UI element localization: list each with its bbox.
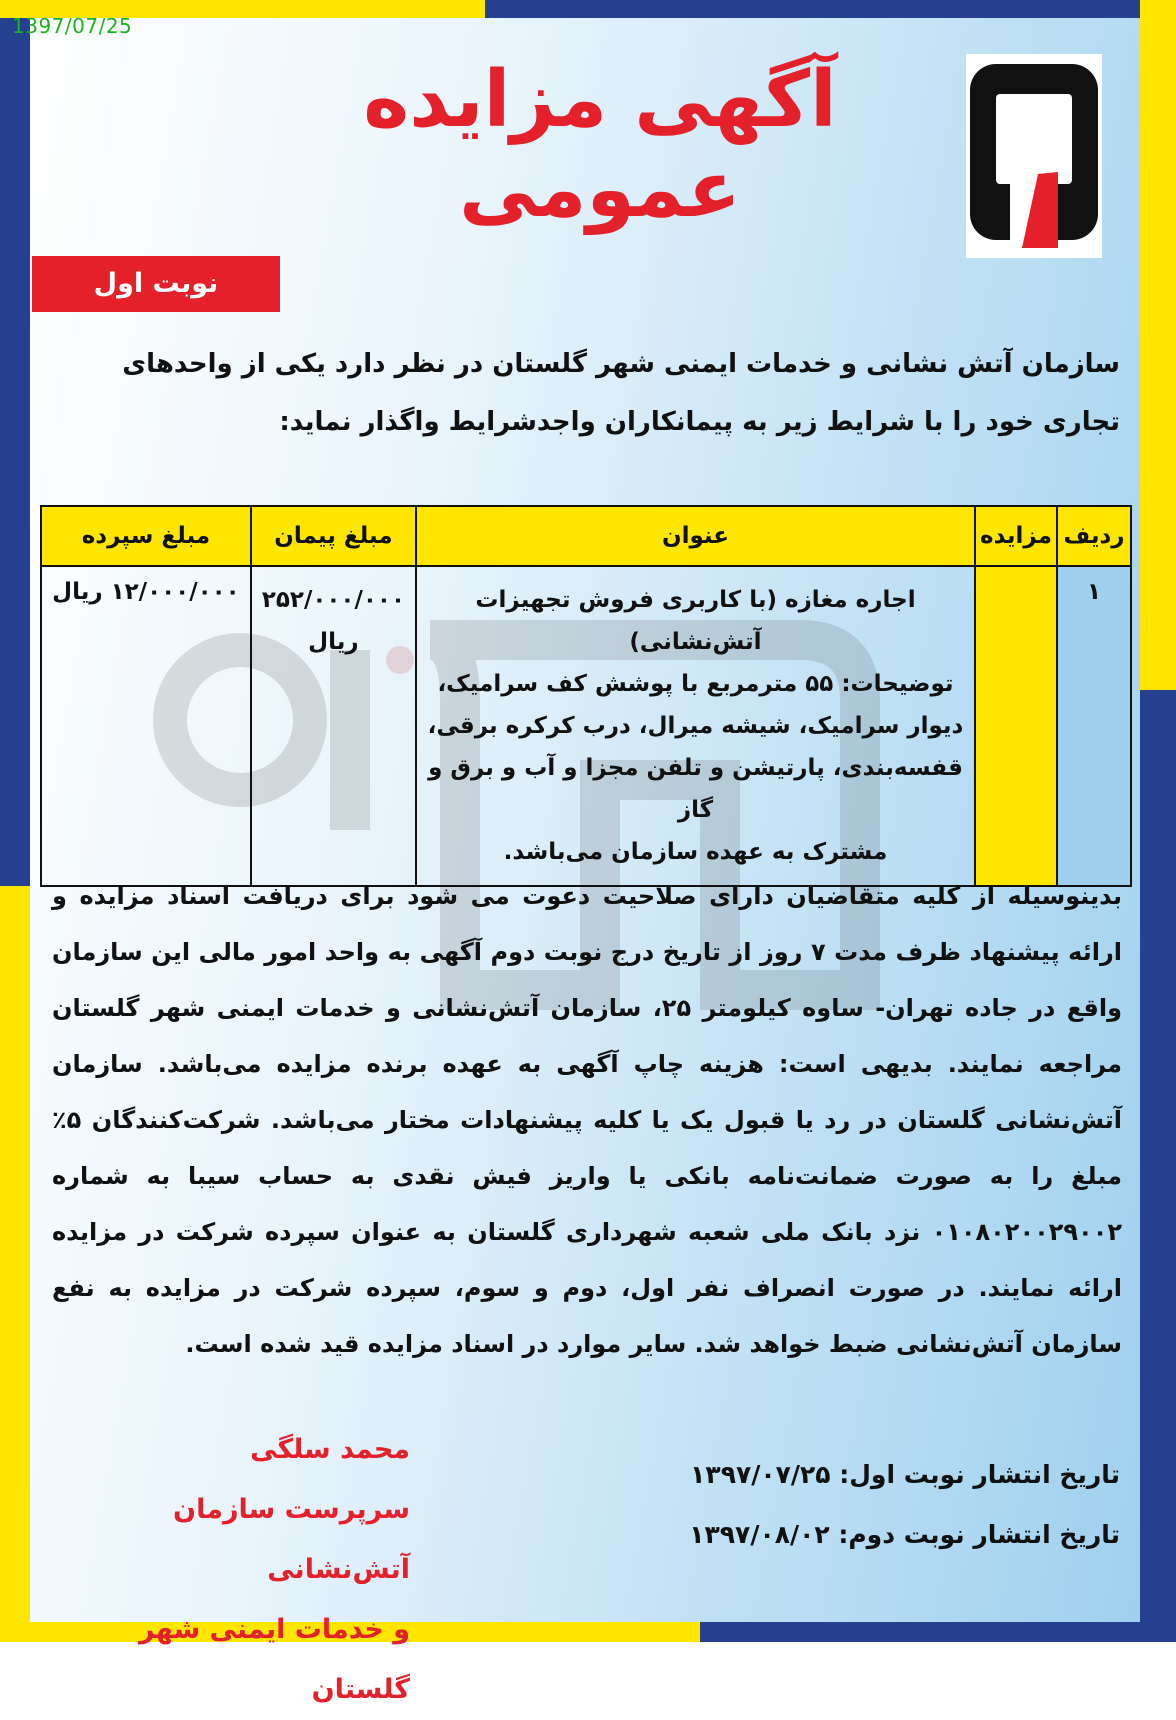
- frame-left-blue: [0, 18, 30, 886]
- header-title: عنوان: [416, 506, 975, 566]
- page-title: آگهی مزایده عمومی: [363, 55, 837, 235]
- cell-row-number: ۱: [1057, 566, 1131, 886]
- signature-block: [50, 1420, 410, 1720]
- frame-right-blue: [1140, 690, 1176, 1642]
- fire-department-logo: [966, 54, 1102, 258]
- title-line: توضیحات: ۵۵ مترمربع با پوشش کف سرامیک،: [437, 671, 954, 697]
- title-line: قفسه‌بندی، پارتیشن و تلفن مجزا و آب و برق و گاز: [428, 755, 963, 823]
- conditions-paragraph: بدینوسیله از کلیه متقاضیان دارای صلاحیت دعوت می شود برای دریافت اسناد مزایده و ارائه پیشنهاد ظرف مدت ۷ روز از تاریخ درج نوبت دوم آگهی به واحد امور مالی این سازمان واقع در جاده تهران- ساوه کیلومتر ۲۵، سازمان آتش‌نشانی و خدمات ایمنی شهر گلستان مراجعه نمایند. بدیهی است: هزینه چاپ آگهی به عهده برنده مزایده می‌باشد. سازمان آتش‌نشانی گلستان در رد یا قبول یک یا کلیه پیشنهادات مختار می‌باشد. شرکت‌کنندگان ۵٪ مبلغ را به صورت ضمانت‌نامه بانکی یا واریز فیش نقدی به حساب سیبا به شماره ۰۱۰۸۰۲۰۰۲۹۰۰۲ نزد بانک ملی شعبه شهرداری گلستان به عنوان سپرده شرکت در مزایده ارائه نمایند. در صورت انصراف نفر اول، دوم و سوم، سپرده شرکت در مزایده به نفع سازمان آتش‌نشانی ضبط خواهد شد. سایر موارد در اسناد مزایده قید شده است.: [52, 882, 1123, 1358]
- table-header-row: [41, 506, 1131, 566]
- header-row-number: ردیف: [1057, 506, 1131, 566]
- signer-name: محمد سلگی: [250, 1434, 410, 1465]
- signer-position-2: و خدمات ایمنی شهر گلستان: [138, 1614, 410, 1705]
- auction-table: [40, 505, 1132, 887]
- title-line: اجاره مغازه (با کاربری فروش تجهیزات آتش‌نشانی): [475, 587, 916, 655]
- header-auction: مزایده: [975, 506, 1057, 566]
- stamp-date: 1397/07/25: [12, 14, 133, 38]
- title-line: مشترک به عهده سازمان می‌باشد.: [503, 839, 888, 865]
- table-row: [41, 566, 1131, 886]
- publication-dates: [600, 1445, 1120, 1565]
- signer-position-1: سرپرست سازمان آتش‌نشانی: [173, 1494, 410, 1585]
- frame-right-yellow: [1140, 0, 1176, 690]
- cell-deposit-amount: ۱۲/۰۰۰/۰۰۰ ریال: [41, 566, 251, 886]
- intro-paragraph: سازمان آتش نشانی و خدمات ایمنی شهر گلستان در نظر دارد یکی از واحدهای تجاری خود را با شرایط زیر به پیمانکاران واجدشرایط واگذار نماید:: [122, 349, 1120, 437]
- header-contract-amount: مبلغ پیمان: [251, 506, 416, 566]
- frame-top-blue: [485, 0, 1176, 18]
- title-line: دیوار سرامیک، شیشه میرال، درب کرکره برقی،: [427, 713, 964, 739]
- cell-contract-amount: ۲۵۲/۰۰۰/۰۰۰ ریال: [251, 566, 416, 886]
- header-deposit-amount: مبلغ سپرده: [41, 506, 251, 566]
- logo-icon: [966, 54, 1102, 258]
- issue-badge: نوبت اول: [32, 256, 280, 312]
- frame-left-yellow: [0, 886, 30, 1642]
- cell-title: [416, 566, 975, 886]
- cell-auction: [975, 566, 1057, 886]
- frame-bottom-blue: [700, 1622, 1176, 1642]
- first-publication-date: تاریخ انتشار نوبت اول: ۱۳۹۷/۰۷/۲۵: [690, 1460, 1120, 1489]
- second-publication-date: تاریخ انتشار نوبت دوم: ۱۳۹۷/۰۸/۰۲: [689, 1520, 1120, 1549]
